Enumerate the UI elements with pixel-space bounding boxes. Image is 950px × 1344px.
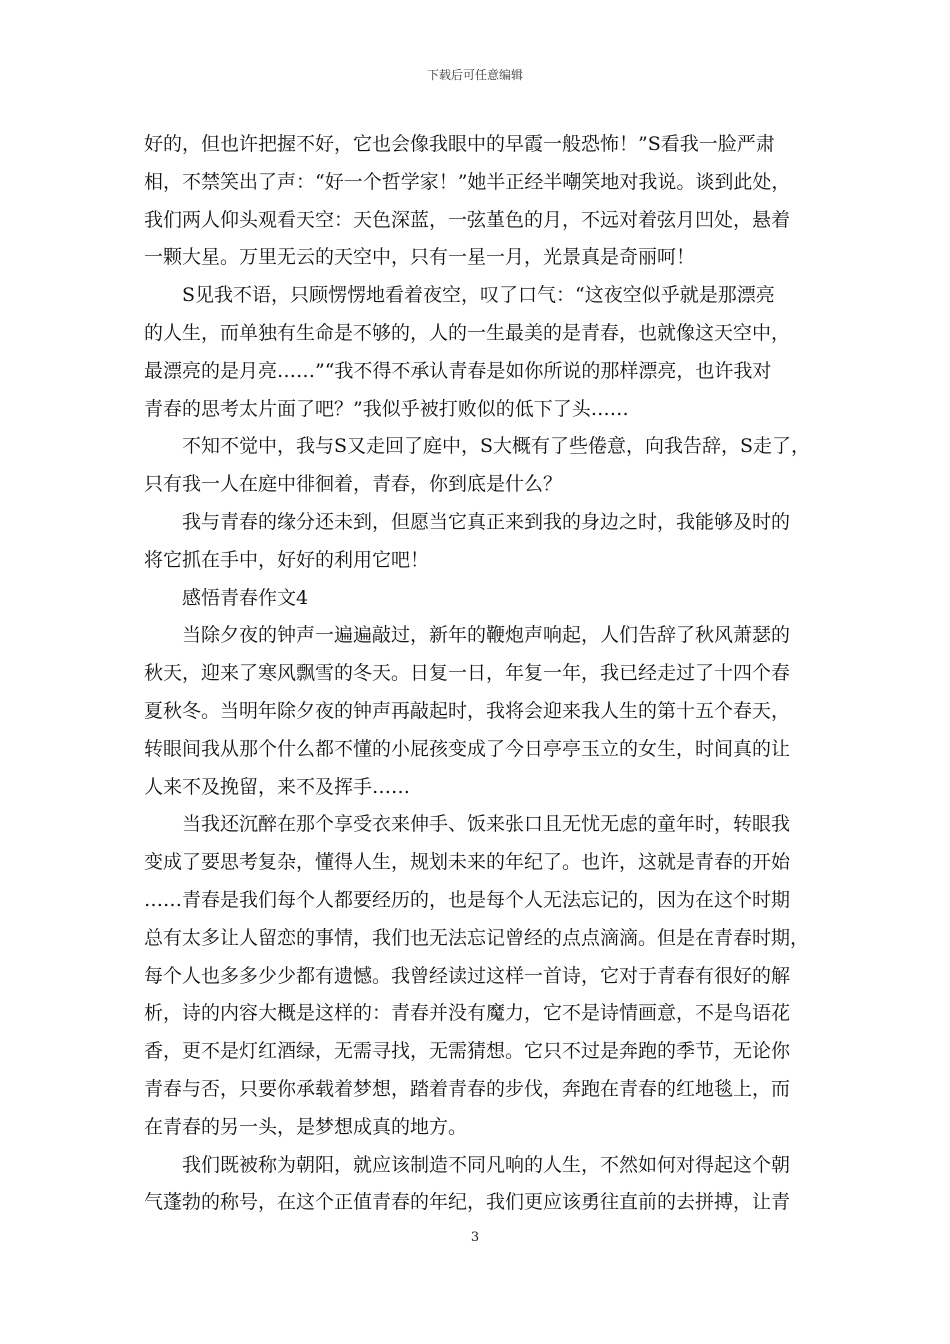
document-body [144, 126, 811, 1222]
text-line: 香，更不是灯红酒绿，无需寻找，无需猜想。它只不过是奔跑的季节，无论你 [144, 1040, 791, 1063]
paragraph-start-line: 不知不觉中，我与S又走回了庭中，S大概有了些倦意，向我告辞，S走了， [182, 435, 811, 458]
text-line: 气蓬勃的称号，在这个正值青春的年纪，我们更应该勇往直前的去拼搏，让青 [144, 1191, 791, 1214]
page-header-note: 下载后可任意编辑 [426, 68, 523, 82]
page-number: 3 [470, 1230, 480, 1245]
paragraph-start-line: 当我还沉醉在那个享受衣来伸手、饭来张口且无忧无虑的童年时，转眼我 [182, 813, 791, 836]
text-line: ……青春是我们每个人都要经历的，也是每个人无法忘记的，因为在这个时期 [144, 888, 791, 911]
text-line: 在青春的另一头，是梦想成真的地方。 [144, 1115, 468, 1138]
text-line: 青春的思考太片面了吧？”我似乎被打败似的低下了头…… [144, 397, 629, 420]
paragraph-start-line: 当除夕夜的钟声一遍遍敲过，新年的鞭炮声响起，人们告辞了秋风萧瑟的 [182, 624, 791, 647]
text-line: 每个人也多多少少都有遗憾。我曾经读过这样一首诗，它对于青春有很好的解 [144, 964, 791, 987]
text-line: 将它抓在手中，好好的利用它吧！ [144, 548, 430, 571]
text-line: 相，不禁笑出了声：“好一个哲学家！”她半正经半嘲笑地对我说。谈到此处， [144, 170, 791, 193]
paragraph-start-line: 我与青春的缘分还未到，但愿当它真正来到我的身边之时，我能够及时的 [182, 510, 791, 533]
paragraph-start-line: S见我不语，只顾愣愣地看着夜空，叹了口气：“这夜空似乎就是那漂亮 [182, 284, 775, 307]
text-line: 人来不及挽留，来不及挥手…… [144, 775, 411, 798]
text-line: 析，诗的内容大概是这样的：青春并没有魔力，它不是诗情画意，不是鸟语花 [144, 1002, 791, 1025]
text-line: 总有太多让人留恋的事情，我们也无法忘记曾经的点点滴滴。但是在青春时期， [144, 926, 810, 949]
text-line: 只有我一人在庭中徘徊着，青春，你到底是什么？ [144, 473, 563, 496]
text-line: 夏秋冬。当明年除夕夜的钟声再敲起时，我将会迎来我人生的第十五个春天， [144, 699, 791, 722]
text-line: 我们两人仰头观看天空：天色深蓝，一弦堇色的月，不远对着弦月凹处，悬着 [144, 208, 791, 231]
text-line: 青春与否，只要你承载着梦想，踏着青春的步伐，奔跑在青春的红地毯上，而 [144, 1077, 791, 1100]
text-line: 最漂亮的是月亮……”“我不得不承认青春是如你所说的那样漂亮，也许我对 [144, 359, 772, 382]
text-line: 变成了要思考复杂，懂得人生，规划未来的年纪了。也许，这就是青春的开始 [144, 851, 791, 874]
text-line: 一颗大星。万里无云的天空中，只有一星一月，光景真是奇丽呵！ [144, 246, 696, 269]
text-line: 转眼间我从那个什么都不懂的小屁孩变成了今日亭亭玉立的女生，时间真的让 [144, 737, 791, 760]
section-heading: 感悟青春作文4 [182, 586, 309, 609]
text-line: 秋天，迎来了寒风飘雪的冬天。日复一日，年复一年，我已经走过了十四个春 [144, 662, 791, 685]
text-line: 好的，但也许把握不好，它也会像我眼中的早霞一般恐怖！”S看我一脸严肃 [144, 133, 775, 155]
paragraph-start-line: 我们既被称为朝阳，就应该制造不同凡响的人生，不然如何对得起这个朝 [182, 1153, 791, 1176]
text-line: 的人生，而单独有生命是不够的，人的一生最美的是青春，也就像这天空中， [144, 321, 791, 344]
